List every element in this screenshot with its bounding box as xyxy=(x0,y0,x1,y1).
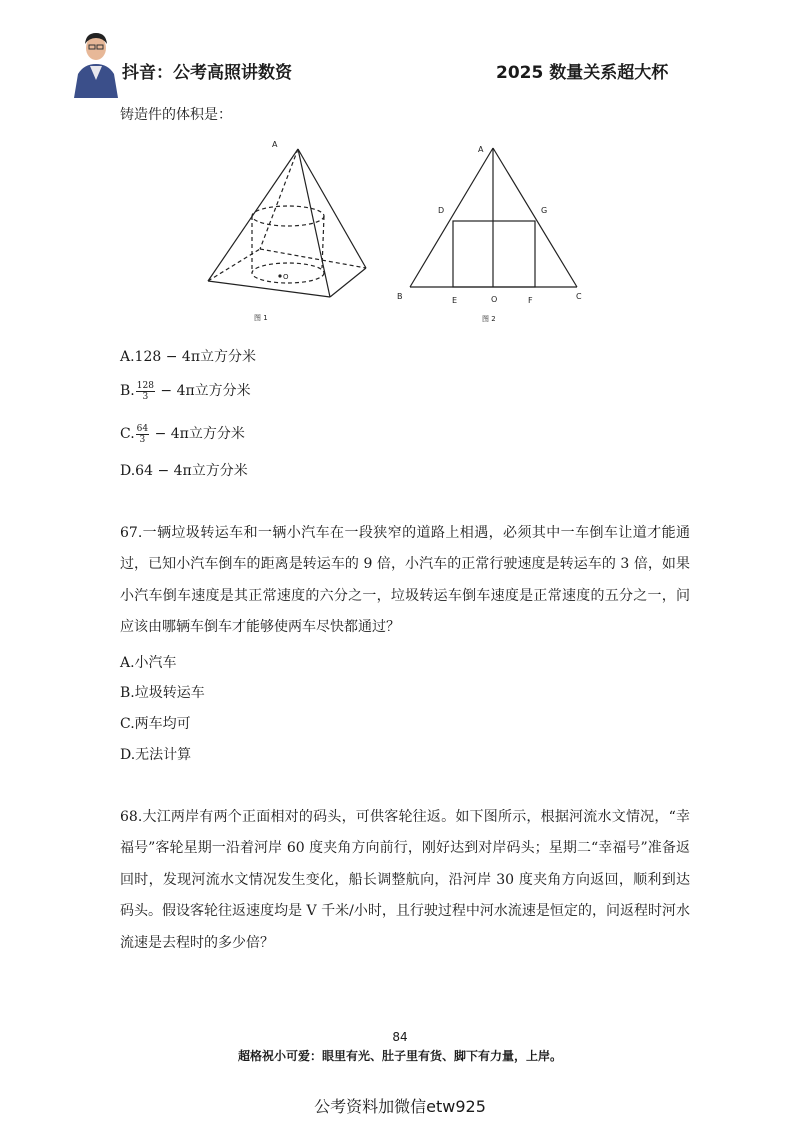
figure-2-label-d: D xyxy=(438,206,445,215)
figure-1-label-o: O xyxy=(283,273,289,281)
figure-2-label-f: F xyxy=(528,296,533,305)
figure-1-label-a: A xyxy=(272,140,278,149)
figure-2-triangle xyxy=(392,140,592,330)
q66-option-d: D.64 − 4π立方分米 xyxy=(120,463,248,479)
intro-text: 铸造件的体积是： xyxy=(120,107,232,123)
figure-2-label-c: C xyxy=(576,292,582,301)
figure-2-label-g: G xyxy=(541,206,548,215)
page-number: 84 xyxy=(392,1030,408,1044)
figure-2-label-o: O xyxy=(491,295,498,304)
q66-option-b: B. $\frac{128}{3}$ − 4π立方分米 xyxy=(120,380,251,402)
figure-1-caption: 图 1 xyxy=(254,314,268,322)
q67-option-d: D.无法计算 xyxy=(120,747,192,763)
figure-2-label-a: A xyxy=(478,145,484,154)
header-channel-title: 抖音：公考高照讲数资 xyxy=(122,63,292,83)
q68-stem: 68.大江两岸有两个正面相对的码头，可供客轮往返。如下图所示，根据河流水文情况，“幸福号”客轮星期一沿着河岸 60 度夹角方向前行，刚好达到对岸码头；星期二“幸福号”准备返回时，发现河流水文情况发生变化，船长调整航向，沿河岸 30 度夹角方向返回，顺利到达码头。假设客轮往返速度均是 V 千米/小时，且行驶过程中河水流速是恒定的，问返程时河水流速是去程时的多少倍？ xyxy=(120,809,690,951)
q67-option-b: B.垃圾转运车 xyxy=(120,685,205,701)
footer-slogan: 超格祝小可爱：眼里有光、肚子里有货、脚下有力量，上岸。 xyxy=(237,1049,562,1063)
q66-option-c: C. $\frac{64}{3}$ − 4π立方分米 xyxy=(120,423,245,445)
q67-stem: 67.一辆垃圾转运车和一辆小汽车在一段狭窄的道路上相遇，必须其中一车倒车让道才能通过，已知小汽车倒车的距离是转运车的 9 倍，小汽车的正常行驶速度是转运车的 3 倍，如果小汽车倒车速度是其正常速度的六分之一，垃圾转运车倒车速度是正常速度的五分之一，问应该由哪辆车倒车才能够使两车尽快都通过？ xyxy=(120,525,690,636)
figure-2-label-e: E xyxy=(452,296,458,305)
header-book-title: 2025 数量关系超大杯 xyxy=(496,63,669,83)
q67-option-a: A.小汽车 xyxy=(120,655,177,671)
figure-2-label-b: B xyxy=(397,292,403,301)
q67-option-c: C.两车均可 xyxy=(120,716,191,732)
footer-wechat-note: 公考资料加微信etw925 xyxy=(314,1097,486,1116)
q66-option-a: A.128 − 4π立方分米 xyxy=(120,349,257,365)
figure-1-pyramid xyxy=(200,140,380,330)
author-avatar xyxy=(70,24,122,98)
figure-2-caption: 图 2 xyxy=(482,315,496,323)
